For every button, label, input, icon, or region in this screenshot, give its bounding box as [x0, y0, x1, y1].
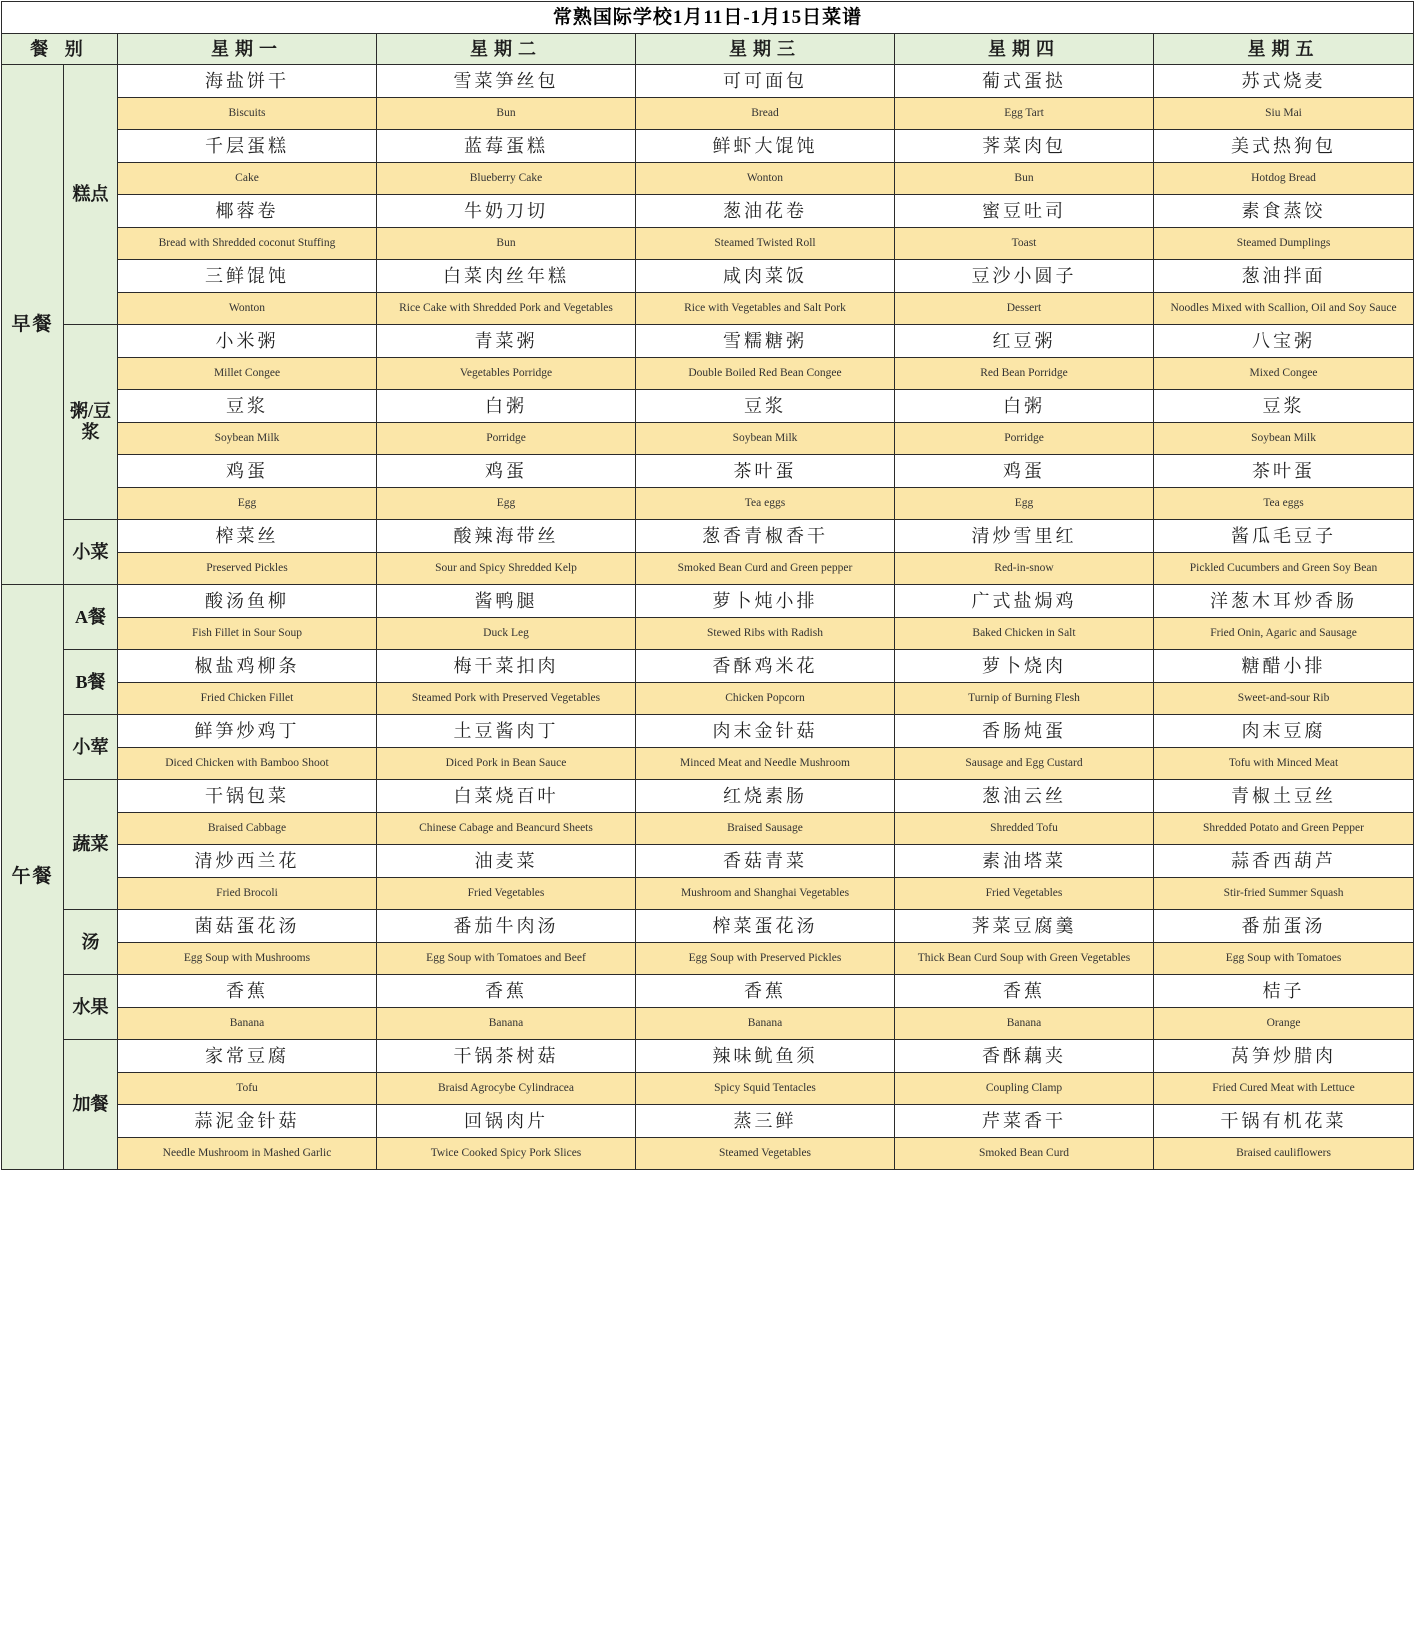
breakfast-thu-dish: 鸡蛋: [895, 455, 1154, 488]
breakfast-section-zhou: 粥/豆浆: [64, 325, 118, 520]
lunch-tue-dish-en: Chinese Cabage and Beancurd Sheets: [377, 813, 636, 845]
breakfast-fri-dish-en: Pickled Cucumbers and Green Soy Bean: [1154, 553, 1414, 585]
lunch-wed-dish-en: Chicken Popcorn: [636, 683, 895, 715]
lunch-fri-dish-en: Fried Cured Meat with Lettuce: [1154, 1073, 1414, 1105]
breakfast-mon-dish: 海盐饼干: [118, 65, 377, 98]
lunch-mon-dish: 干锅包菜: [118, 780, 377, 813]
lunch-tue-dish-en: Egg Soup with Tomatoes and Beef: [377, 943, 636, 975]
lunch-fri-dish-en: Fried Onin, Agaric and Sausage: [1154, 618, 1414, 650]
lunch-tue-dish-en: Banana: [377, 1008, 636, 1040]
lunch-mon-dish: 菌菇蛋花汤: [118, 910, 377, 943]
lunch-fri-dish: 莴笋炒腊肉: [1154, 1040, 1414, 1073]
breakfast-section-gaodian: 糕点: [64, 65, 118, 325]
breakfast-mon-dish: 三鲜馄饨: [118, 260, 377, 293]
breakfast-wed-dish: 鲜虾大馄饨: [636, 130, 895, 163]
lunch-mon-dish-en: Diced Chicken with Bamboo Shoot: [118, 748, 377, 780]
breakfast-tue-dish-en: Bun: [377, 228, 636, 260]
lunch-tue-dish-en: Duck Leg: [377, 618, 636, 650]
lunch-wed-dish: 肉末金针菇: [636, 715, 895, 748]
lunch-mon-dish: 酸汤鱼柳: [118, 585, 377, 618]
lunch-tue-dish-en: Steamed Pork with Preserved Vegetables: [377, 683, 636, 715]
lunch-wed-dish: 香酥鸡米花: [636, 650, 895, 683]
lunch-mon-dish-en: Fish Fillet in Sour Soup: [118, 618, 377, 650]
lunch-section-xiaohun: 小荤: [64, 715, 118, 780]
lunch-thu-dish-en: Fried Vegetables: [895, 878, 1154, 910]
lunch-thu-dish: 荠菜豆腐羹: [895, 910, 1154, 943]
breakfast-thu-dish-en: Egg: [895, 488, 1154, 520]
breakfast-wed-dish-en: Soybean Milk: [636, 423, 895, 455]
lunch-wed-dish-en: Steamed Vegetables: [636, 1138, 895, 1170]
lunch-thu-dish: 广式盐焗鸡: [895, 585, 1154, 618]
lunch-fri-dish: 糖醋小排: [1154, 650, 1414, 683]
breakfast-fri-dish-en: Siu Mai: [1154, 98, 1414, 130]
lunch-fri-dish-en: Egg Soup with Tomatoes: [1154, 943, 1414, 975]
lunch-fri-dish: 干锅有机花菜: [1154, 1105, 1414, 1138]
lunch-fri-dish: 桔子: [1154, 975, 1414, 1008]
breakfast-mon-dish: 鸡蛋: [118, 455, 377, 488]
lunch-fri-dish-en: Sweet-and-sour Rib: [1154, 683, 1414, 715]
lunch-thu-dish-en: Sausage and Egg Custard: [895, 748, 1154, 780]
lunch-wed-dish-en: Egg Soup with Preserved Pickles: [636, 943, 895, 975]
lunch-tue-dish: 干锅茶树菇: [377, 1040, 636, 1073]
menu-title: 常熟国际学校1月11日-1月15日菜谱: [2, 2, 1414, 34]
lunch-fri-dish: 青椒土豆丝: [1154, 780, 1414, 813]
lunch-tue-dish: 香蕉: [377, 975, 636, 1008]
lunch-tue-dish: 白菜烧百叶: [377, 780, 636, 813]
lunch-wed-dish: 香蕉: [636, 975, 895, 1008]
header-wednesday: 星期三: [636, 34, 895, 65]
lunch-mon-dish-en: Braised Cabbage: [118, 813, 377, 845]
breakfast-tue-dish-en: Sour and Spicy Shredded Kelp: [377, 553, 636, 585]
lunch-mon-dish-en: Needle Mushroom in Mashed Garlic: [118, 1138, 377, 1170]
lunch-fri-dish-en: Shredded Potato and Green Pepper: [1154, 813, 1414, 845]
breakfast-thu-dish-en: Bun: [895, 163, 1154, 195]
breakfast-tue-dish: 牛奶刀切: [377, 195, 636, 228]
lunch-wed-dish-en: Braised Sausage: [636, 813, 895, 845]
breakfast-thu-dish: 白粥: [895, 390, 1154, 423]
breakfast-tue-dish: 蓝莓蛋糕: [377, 130, 636, 163]
lunch-mon-dish: 清炒西兰花: [118, 845, 377, 878]
lunch-mon-dish: 香蕉: [118, 975, 377, 1008]
breakfast-wed-dish: 茶叶蛋: [636, 455, 895, 488]
lunch-tue-dish: 梅干菜扣肉: [377, 650, 636, 683]
header-friday: 星期五: [1154, 34, 1414, 65]
breakfast-fri-dish-en: Mixed Congee: [1154, 358, 1414, 390]
breakfast-wed-dish-en: Smoked Bean Curd and Green pepper: [636, 553, 895, 585]
lunch-mon-dish: 家常豆腐: [118, 1040, 377, 1073]
breakfast-fri-dish: 美式热狗包: [1154, 130, 1414, 163]
lunch-fri-dish: 番茄蛋汤: [1154, 910, 1414, 943]
menu-table: [1, 1, 1414, 1170]
lunch-thu-dish: 香蕉: [895, 975, 1154, 1008]
breakfast-tue-dish-en: Vegetables Porridge: [377, 358, 636, 390]
breakfast-thu-dish-en: Porridge: [895, 423, 1154, 455]
lunch-label: 午餐: [2, 585, 64, 1170]
lunch-wed-dish: 榨菜蛋花汤: [636, 910, 895, 943]
breakfast-wed-dish-en: Steamed Twisted Roll: [636, 228, 895, 260]
lunch-tue-dish-en: Twice Cooked Spicy Pork Slices: [377, 1138, 636, 1170]
breakfast-thu-dish-en: Toast: [895, 228, 1154, 260]
breakfast-fri-dish: 酱瓜毛豆子: [1154, 520, 1414, 553]
breakfast-mon-dish: 榨菜丝: [118, 520, 377, 553]
lunch-tue-dish: 酱鸭腿: [377, 585, 636, 618]
breakfast-fri-dish-en: Hotdog Bread: [1154, 163, 1414, 195]
breakfast-mon-dish-en: Wonton: [118, 293, 377, 325]
breakfast-wed-dish: 咸肉菜饭: [636, 260, 895, 293]
breakfast-section-xiaocai: 小菜: [64, 520, 118, 585]
lunch-fri-dish-en: Tofu with Minced Meat: [1154, 748, 1414, 780]
lunch-section-tang: 汤: [64, 910, 118, 975]
lunch-fri-dish: 蒜香西葫芦: [1154, 845, 1414, 878]
breakfast-wed-dish-en: Wonton: [636, 163, 895, 195]
breakfast-wed-dish-en: Bread: [636, 98, 895, 130]
lunch-section-b: B餐: [64, 650, 118, 715]
breakfast-thu-dish: 红豆粥: [895, 325, 1154, 358]
lunch-mon-dish: 椒盐鸡柳条: [118, 650, 377, 683]
lunch-tue-dish: 回锅肉片: [377, 1105, 636, 1138]
breakfast-thu-dish: 荠菜肉包: [895, 130, 1154, 163]
breakfast-tue-dish-en: Bun: [377, 98, 636, 130]
lunch-wed-dish-en: Mushroom and Shanghai Vegetables: [636, 878, 895, 910]
lunch-mon-dish-en: Egg Soup with Mushrooms: [118, 943, 377, 975]
lunch-tue-dish-en: Fried Vegetables: [377, 878, 636, 910]
breakfast-mon-dish: 椰蓉卷: [118, 195, 377, 228]
lunch-section-shuiguo: 水果: [64, 975, 118, 1040]
breakfast-fri-dish: 葱油拌面: [1154, 260, 1414, 293]
lunch-mon-dish-en: Fried Brocoli: [118, 878, 377, 910]
breakfast-thu-dish: 葡式蛋挞: [895, 65, 1154, 98]
breakfast-label: 早餐: [2, 65, 64, 585]
lunch-thu-dish: 素油塔菜: [895, 845, 1154, 878]
lunch-fri-dish: 洋葱木耳炒香肠: [1154, 585, 1414, 618]
breakfast-thu-dish: 清炒雪里红: [895, 520, 1154, 553]
lunch-tue-dish: 土豆酱肉丁: [377, 715, 636, 748]
lunch-wed-dish: 萝卜炖小排: [636, 585, 895, 618]
breakfast-fri-dish: 豆浆: [1154, 390, 1414, 423]
breakfast-wed-dish: 葱油花卷: [636, 195, 895, 228]
breakfast-wed-dish: 可可面包: [636, 65, 895, 98]
breakfast-mon-dish-en: Egg: [118, 488, 377, 520]
breakfast-tue-dish-en: Blueberry Cake: [377, 163, 636, 195]
breakfast-fri-dish: 八宝粥: [1154, 325, 1414, 358]
lunch-thu-dish: 葱油云丝: [895, 780, 1154, 813]
lunch-wed-dish-en: Spicy Squid Tentacles: [636, 1073, 895, 1105]
breakfast-thu-dish-en: Red-in-snow: [895, 553, 1154, 585]
lunch-section-shucai: 蔬菜: [64, 780, 118, 910]
breakfast-tue-dish: 白粥: [377, 390, 636, 423]
breakfast-fri-dish-en: Tea eggs: [1154, 488, 1414, 520]
breakfast-tue-dish: 青菜粥: [377, 325, 636, 358]
lunch-mon-dish-en: Fried Chicken Fillet: [118, 683, 377, 715]
breakfast-fri-dish: 茶叶蛋: [1154, 455, 1414, 488]
breakfast-tue-dish: 白菜肉丝年糕: [377, 260, 636, 293]
lunch-thu-dish-en: Shredded Tofu: [895, 813, 1154, 845]
header-monday: 星期一: [118, 34, 377, 65]
breakfast-mon-dish: 小米粥: [118, 325, 377, 358]
lunch-wed-dish-en: Minced Meat and Needle Mushroom: [636, 748, 895, 780]
breakfast-thu-dish: 蜜豆吐司: [895, 195, 1154, 228]
breakfast-wed-dish-en: Double Boiled Red Bean Congee: [636, 358, 895, 390]
breakfast-fri-dish: 素食蒸饺: [1154, 195, 1414, 228]
lunch-tue-dish: 番茄牛肉汤: [377, 910, 636, 943]
lunch-thu-dish-en: Banana: [895, 1008, 1154, 1040]
lunch-thu-dish-en: Smoked Bean Curd: [895, 1138, 1154, 1170]
breakfast-mon-dish: 豆浆: [118, 390, 377, 423]
lunch-mon-dish: 鲜笋炒鸡丁: [118, 715, 377, 748]
lunch-wed-dish: 红烧素肠: [636, 780, 895, 813]
lunch-fri-dish-en: Orange: [1154, 1008, 1414, 1040]
lunch-thu-dish-en: Coupling Clamp: [895, 1073, 1154, 1105]
lunch-wed-dish-en: Stewed Ribs with Radish: [636, 618, 895, 650]
lunch-fri-dish: 肉末豆腐: [1154, 715, 1414, 748]
lunch-thu-dish: 萝卜烧肉: [895, 650, 1154, 683]
breakfast-mon-dish-en: Preserved Pickles: [118, 553, 377, 585]
breakfast-mon-dish-en: Biscuits: [118, 98, 377, 130]
breakfast-mon-dish-en: Millet Congee: [118, 358, 377, 390]
breakfast-thu-dish-en: Egg Tart: [895, 98, 1154, 130]
breakfast-wed-dish-en: Tea eggs: [636, 488, 895, 520]
breakfast-tue-dish: 雪菜笋丝包: [377, 65, 636, 98]
breakfast-wed-dish-en: Rice with Vegetables and Salt Pork: [636, 293, 895, 325]
breakfast-wed-dish: 豆浆: [636, 390, 895, 423]
breakfast-fri-dish-en: Steamed Dumplings: [1154, 228, 1414, 260]
lunch-thu-dish-en: Turnip of Burning Flesh: [895, 683, 1154, 715]
breakfast-tue-dish: 鸡蛋: [377, 455, 636, 488]
lunch-mon-dish: 蒜泥金针菇: [118, 1105, 377, 1138]
lunch-thu-dish: 芹菜香干: [895, 1105, 1154, 1138]
lunch-fri-dish-en: Stir-fried Summer Squash: [1154, 878, 1414, 910]
lunch-tue-dish-en: Diced Pork in Bean Sauce: [377, 748, 636, 780]
lunch-mon-dish-en: Tofu: [118, 1073, 377, 1105]
breakfast-wed-dish: 雪糯糖粥: [636, 325, 895, 358]
lunch-thu-dish-en: Baked Chicken in Salt: [895, 618, 1154, 650]
lunch-section-a: A餐: [64, 585, 118, 650]
lunch-mon-dish-en: Banana: [118, 1008, 377, 1040]
breakfast-mon-dish: 千层蛋糕: [118, 130, 377, 163]
breakfast-thu-dish: 豆沙小圆子: [895, 260, 1154, 293]
lunch-section-jiacan: 加餐: [64, 1040, 118, 1170]
header-tuesday: 星期二: [377, 34, 636, 65]
header-category: 餐 别: [2, 34, 118, 65]
lunch-wed-dish: 香菇青菜: [636, 845, 895, 878]
lunch-wed-dish-en: Banana: [636, 1008, 895, 1040]
breakfast-tue-dish: 酸辣海带丝: [377, 520, 636, 553]
breakfast-mon-dish-en: Cake: [118, 163, 377, 195]
lunch-wed-dish: 蒸三鲜: [636, 1105, 895, 1138]
breakfast-mon-dish-en: Soybean Milk: [118, 423, 377, 455]
breakfast-mon-dish-en: Bread with Shredded coconut Stuffing: [118, 228, 377, 260]
breakfast-fri-dish-en: Noodles Mixed with Scallion, Oil and Soy Sauce: [1154, 293, 1414, 325]
header-thursday: 星期四: [895, 34, 1154, 65]
lunch-thu-dish: 香肠炖蛋: [895, 715, 1154, 748]
lunch-thu-dish-en: Thick Bean Curd Soup with Green Vegetables: [895, 943, 1154, 975]
breakfast-tue-dish-en: Rice Cake with Shredded Pork and Vegetables: [377, 293, 636, 325]
lunch-tue-dish-en: Braisd Agrocybe Cylindracea: [377, 1073, 636, 1105]
lunch-thu-dish: 香酥藕夹: [895, 1040, 1154, 1073]
breakfast-fri-dish: 苏式烧麦: [1154, 65, 1414, 98]
lunch-wed-dish: 辣味鱿鱼须: [636, 1040, 895, 1073]
breakfast-thu-dish-en: Red Bean Porridge: [895, 358, 1154, 390]
breakfast-fri-dish-en: Soybean Milk: [1154, 423, 1414, 455]
breakfast-tue-dish-en: Egg: [377, 488, 636, 520]
breakfast-thu-dish-en: Dessert: [895, 293, 1154, 325]
breakfast-wed-dish: 葱香青椒香干: [636, 520, 895, 553]
breakfast-tue-dish-en: Porridge: [377, 423, 636, 455]
lunch-tue-dish: 油麦菜: [377, 845, 636, 878]
lunch-fri-dish-en: Braised cauliflowers: [1154, 1138, 1414, 1170]
